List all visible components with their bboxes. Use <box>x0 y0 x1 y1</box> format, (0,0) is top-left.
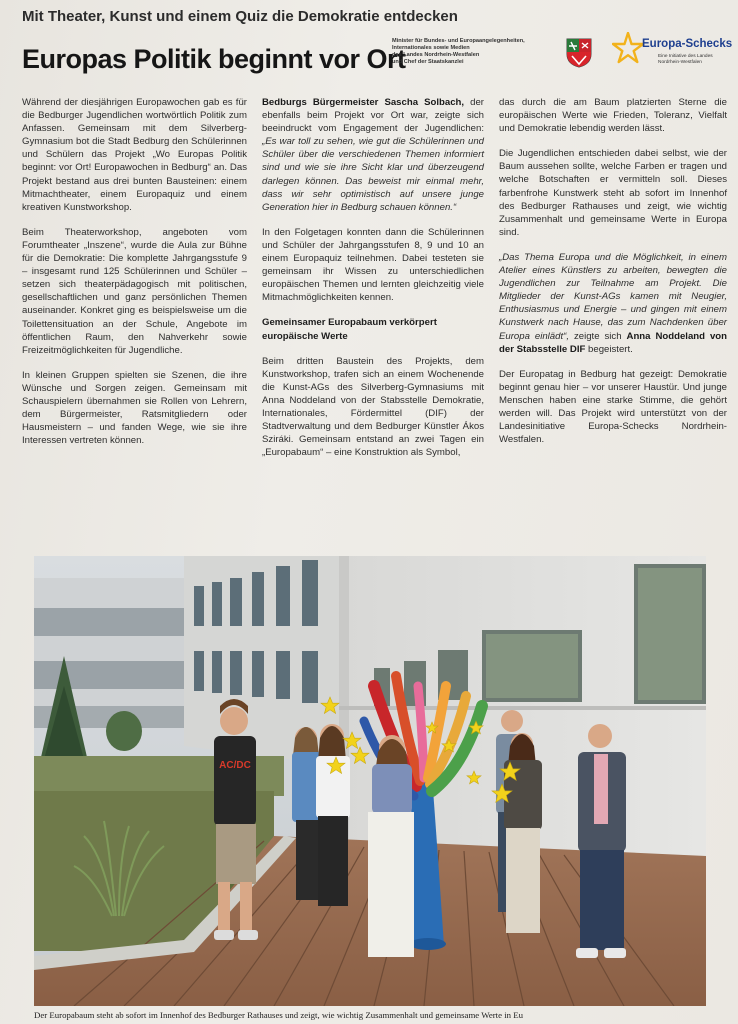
paragraph: Beim Theaterworkshop, angeboten vom Forumtheater „Inszene“, wurde die Aula zur Bühne für die Demokratie: Die komplette Jahrgangsstufe 9 – insgesamt rund 125 Schülerinnen und Schüler – setzen sich theaterpädagogisch mit politischen, gesellschaftlichen und ganz persönlichen Themen auseinander. Konkret ging es beispielsweise um die Toilettensituation an der Schule, Angebote im öffentlichen Raum, den Nahverkehr sowie Freizeitmöglichkeiten für Jugendliche. <box>22 226 247 356</box>
middle-building <box>184 556 344 766</box>
paragraph: In den Folgetagen konnten dann die Schülerinnen und Schüler der Jahrgangsstufen 8, 9 und 10 an einem Europaquiz teilnehmen. Dabei testeten sie gemeinsam ihr Wissen zu unterschiedlichen europäischen Themen und lernten gleichzeitig viele Mitmachmöglichkeiten kennen. <box>262 226 484 304</box>
paragraph-text: begeistert. <box>585 343 633 355</box>
paragraph <box>499 251 727 356</box>
europa-schecks-logo <box>612 30 732 70</box>
speaker-name: Bedburgs Bürgermeister Sascha Solbach, <box>262 97 465 108</box>
logo-subline-text: Nordrhein-Westfalen <box>658 59 702 65</box>
paragraph <box>262 96 484 214</box>
photo-caption: Der Europabaum steht ab sofort im Innenhof des Bedburger Rathauses und zeigt, wie wichtig Zusammenhalt und gemeinsame Werte in Eu <box>34 1010 524 1020</box>
paragraph: das durch die am Baum platzierten Sterne die europäischen Werte wie Frieden, Toleranz, Vielfalt und Demokratie lebendig werden lässt. <box>499 97 727 135</box>
nrw-coat-of-arms-icon <box>566 38 592 68</box>
paragraph: Während der diesjährigen Europawochen gab es für die Bedburger Jugendlichen wortwörtlich Politik zum Anfassen. Gemeinsam mit dem Silverberg-Gymnasium bot die Stadt Bedburg den Schülerinnen und Schülern das Projekt „Wo Europas Politik beginnt: vor Ort! Europawochen in Bedburg“ an. Das Projekt bestand aus drei bunten Bausteinen: einem Mitmachtheater, einem Europaquiz und einem kreativen Kunstworkshop. <box>22 97 247 213</box>
paragraph-text: der ebenfalls beim Projekt vor Ort war, zeigte sich beeindruckt vom Engagement der Jugendlichen: <box>262 97 484 135</box>
article-kicker: Mit Theater, Kunst und einem Quiz die Demokratie entdecken <box>22 8 458 25</box>
article-column-2 <box>262 96 484 471</box>
paragraph: Der Europatag in Bedburg hat gezeigt: Demokratie beginnt genau hier – vor unserer Haustür. Und junge Menschen haben eine starke Stimme, die gehört werden will. Das Projekt wird unterstützt von der Landesinitiative Europa-Schecks Nordrhein-Westfalen. <box>499 368 727 446</box>
ministry-line: Internationales sowie Medien <box>392 45 470 51</box>
logo-name: Europa-Schecks <box>642 38 733 50</box>
logo-subline <box>658 54 738 65</box>
section-subheading: Gemeinsamer Europabaum verkörpert europäische Werte <box>262 317 437 342</box>
speaker-name: Anna Noddeland von der Stabsstelle DIF <box>499 330 728 355</box>
tshirt-print: AC/DC <box>219 760 251 771</box>
ministry-line: Minister für Bundes- und Europaangelegenheiten, <box>392 38 525 44</box>
ministry-line: und Chef der Staatskanzlei <box>392 59 464 65</box>
ministry-credit <box>392 38 560 66</box>
ministry-line: des Landes Nordrhein-Westfalen <box>392 52 480 58</box>
paragraph-text: zeigte sich <box>569 330 627 342</box>
article-column-3 <box>499 96 727 458</box>
article-column-1 <box>22 96 247 459</box>
europa-schecks-star-icon <box>612 32 644 66</box>
paragraph: In kleinen Gruppen spielten sie Szenen, die ihre Wünsche und Sorgen zeigen. Gemeinsam mit Schauspielern übernahmen sie Rollen von Lehrern, dem Bürgermeister, Ratsmitgliedern oder Hausmeistern – und fanden Wege, wie sie ihre Interessen vertreten können. <box>22 369 247 447</box>
person <box>316 724 350 906</box>
quote-text: „Das Thema Europa und die Möglichkeit, in einem Atelier eines Künstlers zu arbeiten, bewegten die Jugendlichen zur Teilnahme am Projekt. Die Mitglieder der Kunst-AGs kamen mit Neugier, Enthusiasmus und Energie – und gingen mit einem Kunstwerk nach Hause, das zum Nachdenken über Europa einlädt“, <box>499 251 727 342</box>
person <box>368 735 414 957</box>
article-headline: Europas Politik beginnt vor Ort <box>22 44 406 74</box>
quote-text: „Es war toll zu sehen, wie gut die Schülerinnen und Schüler über die verschiedenen Themen informiert sind und wie sie ihre Sicht klar und überzeugend darlegen können. Das beweist mir einmal mehr, dass wir sehr optimistisch auf unsere junge Generation hier in Bedburg schauen können.“ <box>262 136 484 213</box>
paragraph: Die Jugendlichen entschieden dabei selbst, wie der Baum aussehen sollte, welche Farben er tragen und welche Botschaften er vermitteln soll. Dieses farbenfrohe Kunstwerk steht ab sofort im Innenhof des Bedburger Rathauses und zeigt, wie wichtig Zusammenhalt und gemeinsame Werte in Europa sind. <box>499 148 727 238</box>
article-photo <box>34 556 706 1006</box>
person <box>576 724 626 958</box>
logo-subline-text: Eine Initiative des Landes <box>658 54 713 59</box>
paragraph: Beim dritten Baustein des Projekts, dem Kunstworkshop, trafen sich an einem Wochenende die Kunst-AGs des Silverberg-Gymnasiums mit Anna Noddeland von der Stabsstelle Demokratie, Internationales, Fördermittel (DIF) der Stadtverwaltung und dem Bedburger Künstler Ákos Sziráki. Gemeinsam entstand an zwei Tagen ein „Europabaum“ – eine Konstruktion als Symbol, <box>262 355 484 459</box>
